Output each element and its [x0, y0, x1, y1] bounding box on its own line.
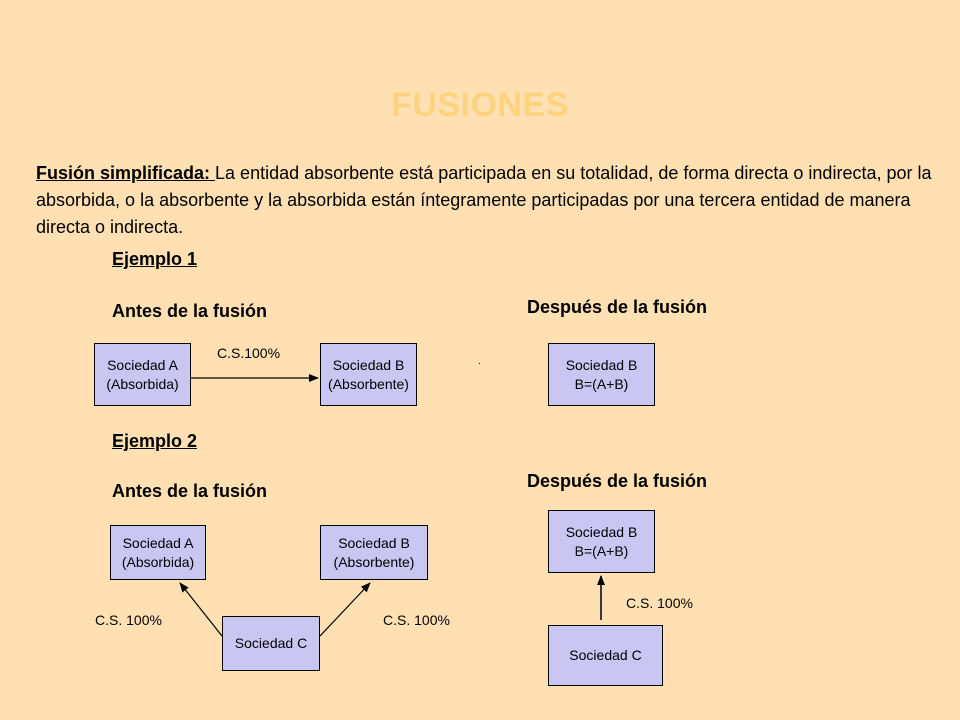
box-line1: Sociedad B [565, 356, 638, 373]
box-line1: Sociedad A [122, 534, 194, 551]
page-title: FUSIONES [391, 86, 569, 124]
box-line1: Sociedad A [107, 356, 178, 373]
example2-before-heading: Antes de la fusión [112, 481, 268, 501]
example2-arrow-right [320, 583, 370, 636]
example1-dot: . [478, 356, 481, 367]
example1-arrow-label: C.S.100% [217, 345, 281, 361]
example1-before-heading: Antes de la fusión [112, 301, 268, 321]
example1-heading: Ejemplo 1 [112, 249, 198, 269]
example2-heading: Ejemplo 2 [112, 431, 198, 451]
box-line1: Sociedad C [234, 635, 308, 651]
example1-after-heading: Después de la fusión [527, 297, 708, 317]
box-line2: (Absorbida) [121, 553, 195, 570]
box-line1: Sociedad B [338, 534, 410, 551]
box-line2: (Absorbente) [328, 375, 409, 392]
box-line2: B=(A+B) [574, 375, 629, 392]
box-line2: (Absorbida) [106, 375, 179, 392]
example2-label-left: C.S. 100% [95, 612, 162, 628]
example2-result-label: C.S. 100% [626, 595, 693, 611]
intro-lead: Fusión simplificada: [36, 163, 216, 183]
box-line1: Sociedad B [565, 523, 638, 540]
box-line2: (Absorbente) [333, 553, 415, 570]
box-line1: Sociedad C [569, 647, 642, 663]
example2-after-heading: Después de la fusión [527, 471, 708, 491]
example2-label-right: C.S. 100% [383, 612, 450, 628]
box-line2: B=(A+B) [574, 542, 629, 559]
example2-arrow-left [180, 583, 222, 636]
box-line1: Sociedad B [332, 356, 405, 373]
intro-text: La entidad absorbente está participada en su totalidad, de forma directa o indirecta, por la absorbida, o la absorbente y la absorbida están íntegramente participadas por una tercera entidad de manera directa o indirecta. [36, 163, 932, 237]
